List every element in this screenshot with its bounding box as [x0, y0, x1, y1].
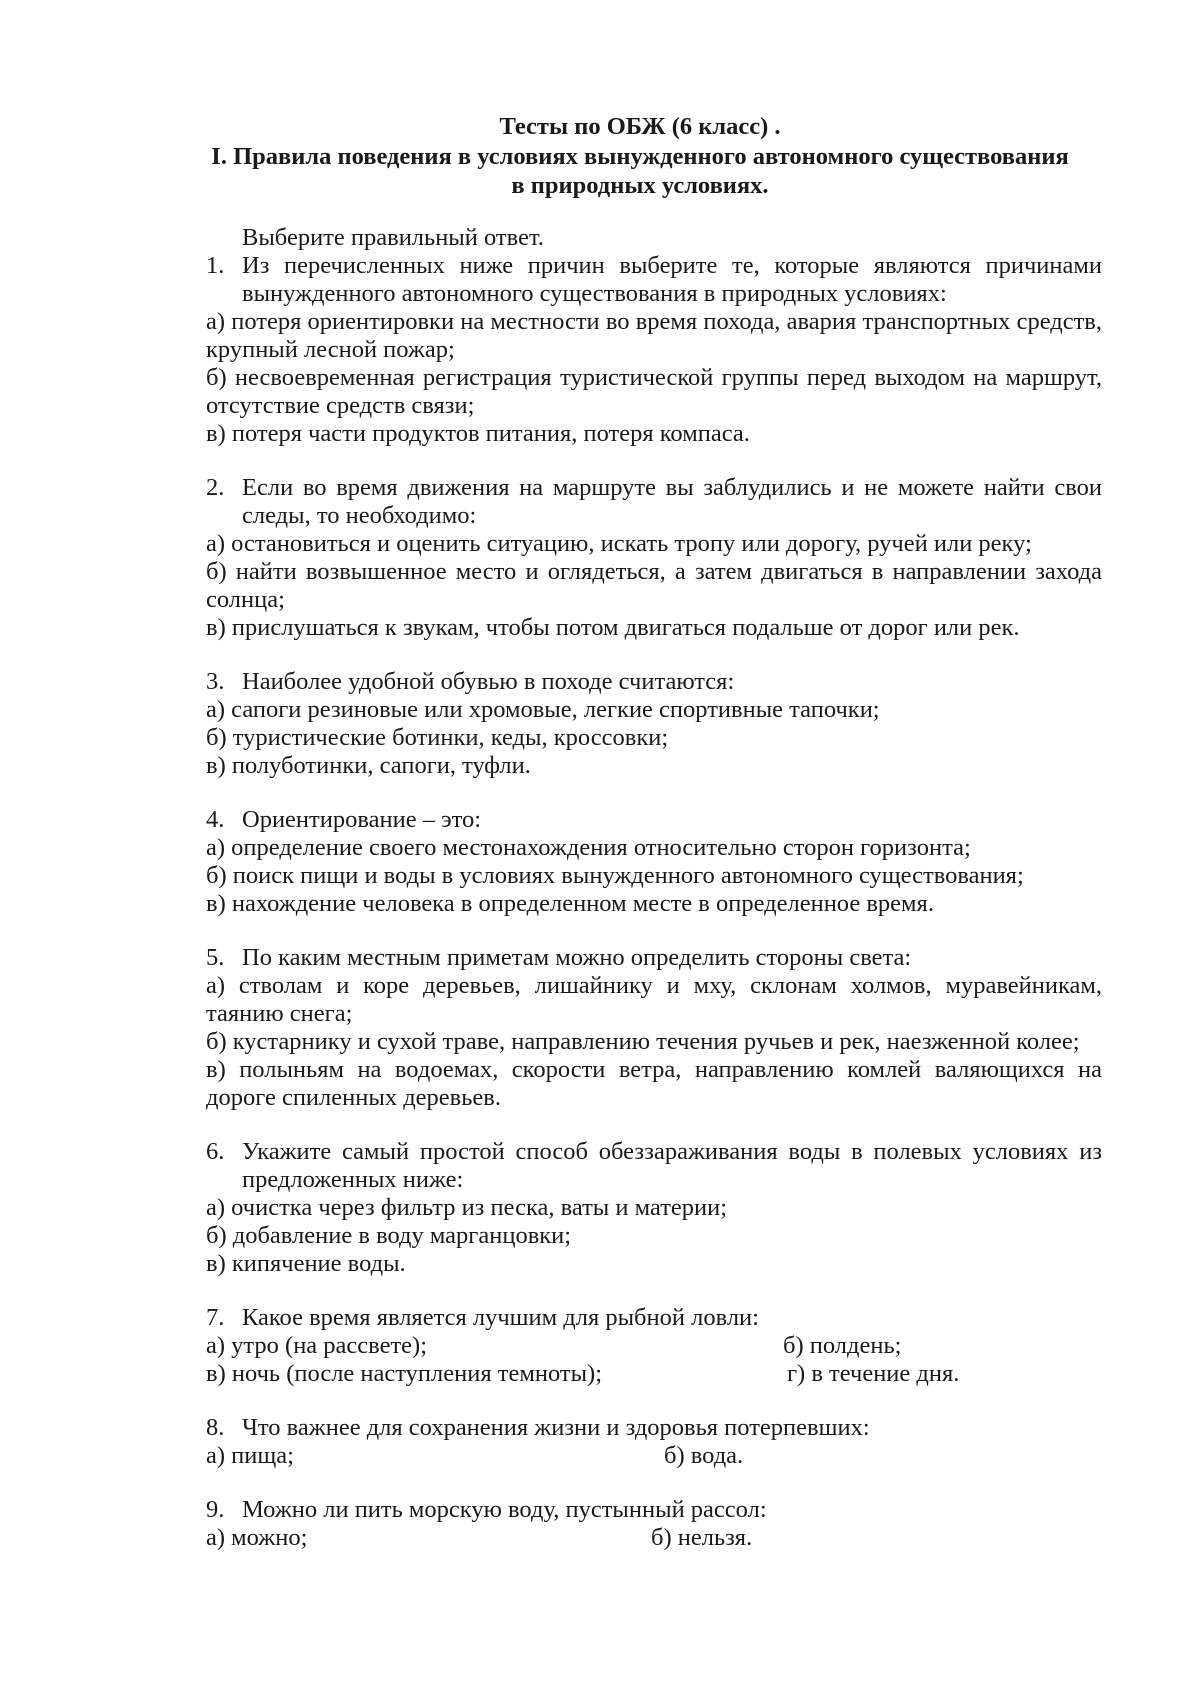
answer-option: б) поиск пищи и воды в условиях вынужденного автономного существования; — [206, 862, 1024, 889]
question-number: 2. — [206, 474, 225, 501]
answer-option: г) в течение дня. — [787, 1360, 960, 1387]
answer-option: а) определение своего местонахождения относительно сторон горизонта; — [206, 834, 971, 861]
instruction: Выберите правильный ответ. — [242, 224, 544, 251]
question-text: Можно ли пить морскую воду, пустынный рассол: — [242, 1496, 767, 1523]
answer-option: в) прислушаться к звукам, чтобы потом двигаться подальше от дорог или рек. — [206, 614, 1020, 641]
question-number: 6. — [206, 1138, 225, 1165]
question-number: 8. — [206, 1414, 225, 1441]
question-text: Из перечисленных ниже причин выберите те, которые являются причинами вынужденного автономного существования в природных условиях: — [242, 252, 1102, 307]
document-heading — [190, 112, 1090, 201]
answer-option: а) пища; — [206, 1442, 294, 1469]
question-5 — [206, 944, 1102, 972]
question-text: Ориентирование – это: — [242, 806, 482, 833]
question-text: Наиболее удобной обувью в походе считаются: — [242, 668, 735, 695]
question-text: Укажите самый простой способ обеззараживания воды в полевых условиях из предложенных ниже: — [242, 1138, 1102, 1193]
title-line-2: I. Правила поведения в условиях вынужденного автономного существования — [211, 142, 1069, 170]
question-number: 5. — [206, 944, 225, 971]
title-line-3: в природных условиях. — [511, 172, 769, 199]
answer-option: а) можно; — [206, 1524, 308, 1551]
question-7 — [206, 1304, 1102, 1332]
question-text: Если во время движения на маршруте вы заблудились и не можете найти свои следы, то необходимо: — [242, 474, 1102, 529]
question-text: Что важнее для сохранения жизни и здоровья потерпевших: — [242, 1414, 870, 1441]
answer-option: а) очистка через фильтр из песка, ваты и материи; — [206, 1194, 728, 1221]
answer-option: б) найти возвышенное место и оглядеться, а затем двигаться в направлении захода солнца; — [206, 558, 1102, 613]
answer-option: в) ночь (после наступления темноты); — [206, 1360, 603, 1387]
answer-option: б) вода. — [664, 1442, 744, 1469]
answer-option: б) туристические ботинки, кеды, кроссовки; — [206, 724, 669, 751]
answer-row — [206, 1360, 1102, 1388]
question-6 — [206, 1138, 1102, 1194]
question-3 — [206, 668, 1102, 696]
test-body — [206, 224, 1102, 1552]
question-number: 4. — [206, 806, 225, 833]
answer-option: в) полуботинки, сапоги, туфли. — [206, 752, 531, 779]
question-number: 9. — [206, 1496, 225, 1523]
answer-option: а) сапоги резиновые или хромовые, легкие спортивные тапочки; — [206, 696, 880, 723]
answer-row — [206, 1332, 1102, 1360]
question-2 — [206, 474, 1102, 530]
question-9 — [206, 1496, 1102, 1524]
question-number: 7. — [206, 1304, 225, 1331]
answer-option: в) нахождение человека в определенном месте в определенное время. — [206, 890, 934, 917]
answer-option: в) полыньям на водоемах, скорости ветра, направлению комлей валяющихся на дороге спиленных деревьев. — [206, 1056, 1102, 1111]
answer-option: б) нельзя. — [651, 1524, 753, 1551]
question-1 — [206, 252, 1102, 308]
answer-option: б) полдень; — [783, 1332, 902, 1359]
answer-option: а) остановиться и оценить ситуацию, искать тропу или дорогу, ручей или реку; — [206, 530, 1032, 557]
answer-option: а) потеря ориентировки на местности во время похода, авария транспортных средств, крупный лесной пожар; — [206, 308, 1102, 363]
answer-option: б) добавление в воду марганцовки; — [206, 1222, 572, 1249]
answer-option: в) потеря части продуктов питания, потеря компаса. — [206, 420, 750, 447]
question-text: По каким местным приметам можно определить стороны света: — [242, 944, 912, 971]
question-4 — [206, 806, 1102, 834]
answer-option: б) кустарнику и сухой траве, направлению течения ручьев и рек, наезженной колее; — [206, 1028, 1080, 1055]
answer-option: в) кипячение воды. — [206, 1250, 406, 1277]
question-text: Какое время является лучшим для рыбной ловли: — [242, 1304, 759, 1331]
title-line-1: Тесты по ОБЖ (6 класс) . — [499, 113, 781, 140]
answer-option: а) утро (на рассвете); — [206, 1332, 428, 1359]
answer-row — [206, 1442, 1102, 1470]
answer-row — [206, 1524, 1102, 1552]
question-8 — [206, 1414, 1102, 1442]
question-number: 1. — [206, 252, 225, 279]
answer-option: а) стволам и коре деревьев, лишайнику и мху, склонам холмов, муравейникам, таянию снега; — [206, 972, 1102, 1027]
question-number: 3. — [206, 668, 225, 695]
answer-option: б) несвоевременная регистрация туристической группы перед выходом на маршрут, отсутствие средств связи; — [206, 364, 1102, 419]
